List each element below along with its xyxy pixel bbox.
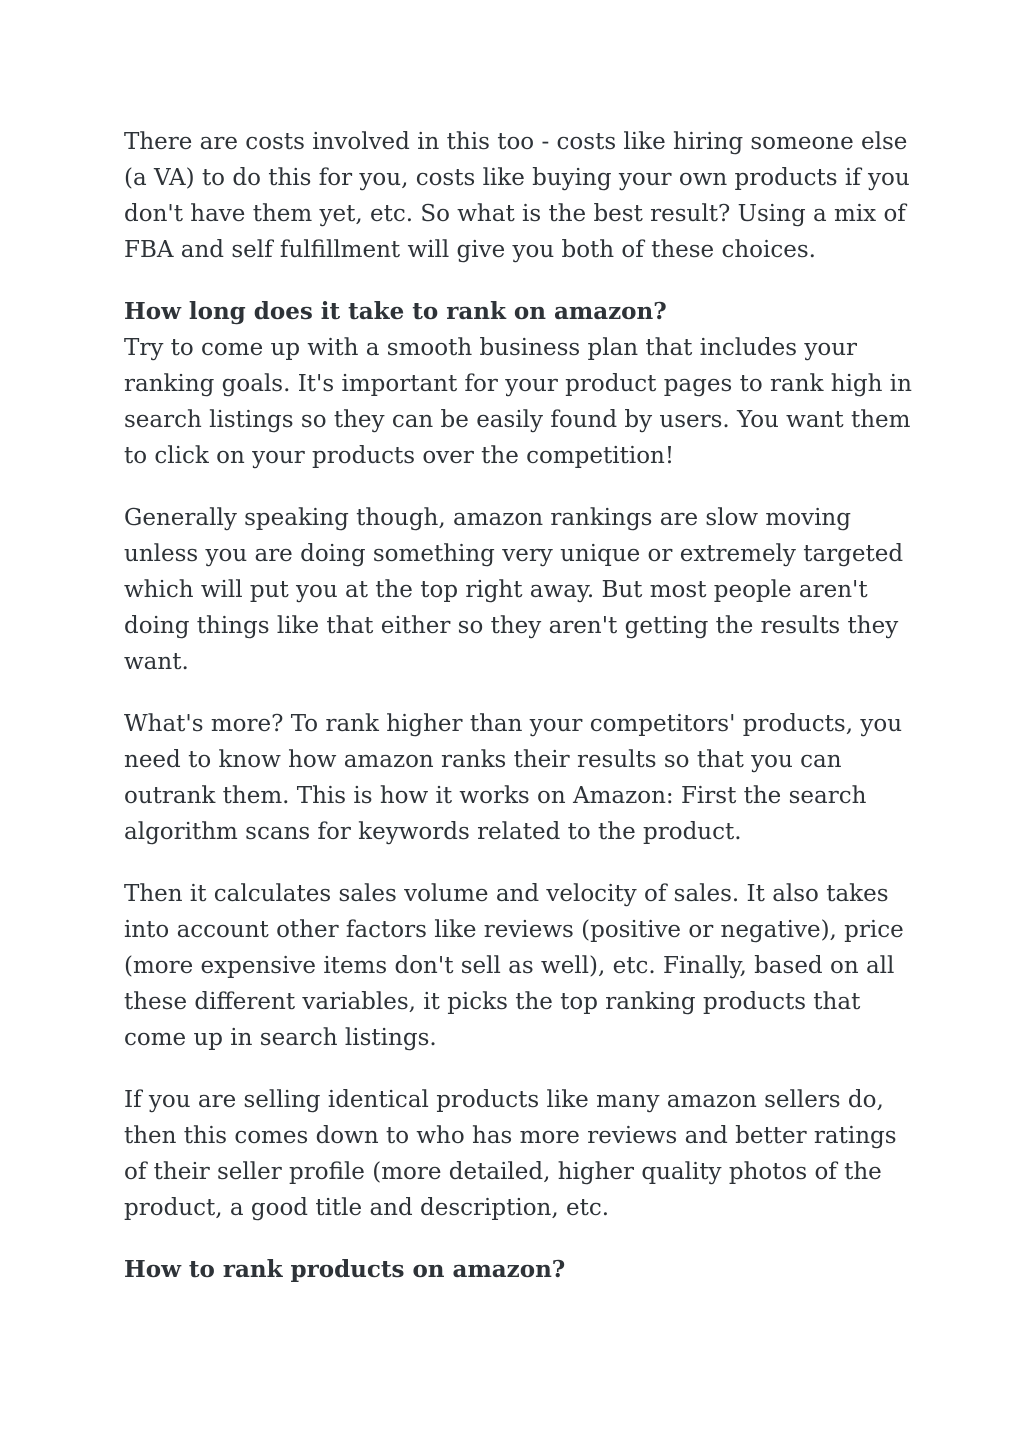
document-page [124, 124, 914, 1288]
paragraph-sales-velocity: Then it calculates sales volume and velocity of sales. It also takes into account other factors like reviews (positive or negative), price (more expensive items don't sell as well), etc. Finally, based on all these different variables, it picks the top ranking products that come up in search listings. [124, 881, 904, 1051]
heading-how-long-to-rank: How long does it take to rank on amazon? [124, 298, 667, 325]
paragraph-how-amazon-ranks: What's more? To rank higher than your competitors' products, you need to know how amazon ranks their results so that you can outrank them. This is how it works on Amazon: First the search algorithm scans for keywords related to the product. [124, 711, 903, 845]
paragraph-business-plan: Try to come up with a smooth business plan that includes your ranking goals. It's important for your product pages to rank high in search listings so they can be easily found by users. You want them to click on your products over the competition! [124, 335, 912, 469]
paragraph-rankings-slow: Generally speaking though, amazon rankings are slow moving unless you are doing something very unique or extremely targeted which will put you at the top right away. But most people aren't doing things like that either so they aren't getting the results they want. [124, 505, 904, 675]
heading-how-to-rank: How to rank products on amazon? [124, 1256, 566, 1283]
paragraph-identical-products: If you are selling identical products like many amazon sellers do, then this comes down to who has more reviews and better ratings of their seller profile (more detailed, higher quality photos of the product, a good title and description, etc. [124, 1087, 897, 1221]
paragraph-costs: There are costs involved in this too - costs like hiring someone else (a VA) to do this for you, costs like buying your own products if you don't have them yet, etc. So what is the best result? Using a mix of FBA and self fulfillment will give you both of these choices. [124, 129, 910, 263]
